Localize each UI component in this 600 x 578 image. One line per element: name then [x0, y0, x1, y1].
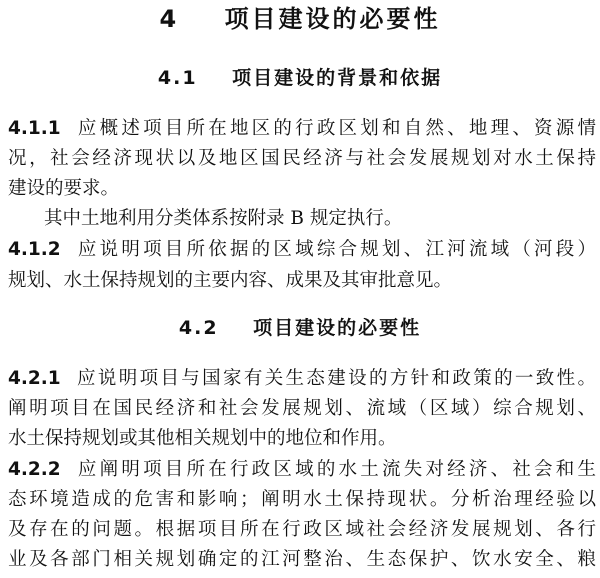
clause-4-1-2-line-2	[8, 268, 596, 294]
clause-text: 规划、水土保持规划的主要内容、成果及其审批意见。	[8, 270, 453, 291]
clause-number: 4.2.2	[8, 459, 61, 480]
clause-text: 应说明项目与国家有关生态建设的方针和政策的一致性。	[74, 368, 596, 389]
clause-text: 应阐明项目所在行政区域的水土流失对经济、社会和生	[74, 459, 596, 480]
clause-number: 4.1.1	[8, 118, 61, 139]
clause-number: 4.2.1	[8, 368, 61, 389]
note-text: 其中土地利用分类体系按附录 B 规定执行。	[44, 208, 403, 229]
clause-4-2-2-line-3	[8, 517, 596, 543]
clause-4-1-1-note	[44, 206, 596, 232]
clause-4-2-1-line-1	[8, 366, 596, 392]
clause-number: 4.1.2	[8, 239, 61, 260]
clause-4-1-1-line-2	[8, 146, 596, 172]
clause-4-2-1-line-2	[8, 396, 596, 422]
clause-text: 应说明项目所依据的区域综合规划、江河流域（河段）	[74, 239, 596, 260]
clause-text: 况，社会经济现状以及地区国民经济与社会发展规划对水土保持	[8, 148, 596, 169]
clause-4-2-2-line-2	[8, 487, 596, 513]
clause-4-1-1-line-1	[8, 116, 596, 142]
clause-4-1-2-line-1	[8, 237, 596, 263]
chapter-title	[0, 2, 600, 36]
clause-text: 建设的要求。	[8, 178, 120, 199]
clause-text: 应概述项目所在地区的行政区划和自然、地理、资源情	[74, 118, 596, 139]
section-title-text: 项目建设的背景和依据	[232, 67, 443, 89]
clause-4-2-2-line-1	[8, 457, 596, 483]
chapter-title-text: 项目建设的必要性	[224, 5, 441, 33]
section-number: 4.2	[178, 317, 219, 339]
section-title-4-2	[0, 314, 600, 342]
chapter-number: 4	[159, 5, 180, 33]
clause-text: 及存在的问题。根据项目所在行政区域社会经济发展规划、各行	[8, 519, 596, 540]
clause-text: 业及各部门相关规划确定的江河整治、生态保护、饮水安全、粮	[8, 549, 596, 570]
clause-4-2-1-line-3	[8, 426, 596, 452]
section-title-text: 项目建设的必要性	[253, 317, 422, 339]
clause-text: 阐明项目在国民经济和社会发展规划、流域（区域）综合规划、	[8, 398, 596, 419]
section-number: 4.1	[157, 67, 198, 89]
clause-4-1-1-line-3	[8, 176, 596, 202]
clause-text: 水土保持规划或其他相关规划中的地位和作用。	[8, 428, 397, 449]
section-title-4-1	[0, 64, 600, 92]
clause-text: 态环境造成的危害和影响；阐明水土保持现状。分析治理经验以	[8, 489, 596, 510]
clause-4-2-2-line-4	[8, 547, 596, 573]
